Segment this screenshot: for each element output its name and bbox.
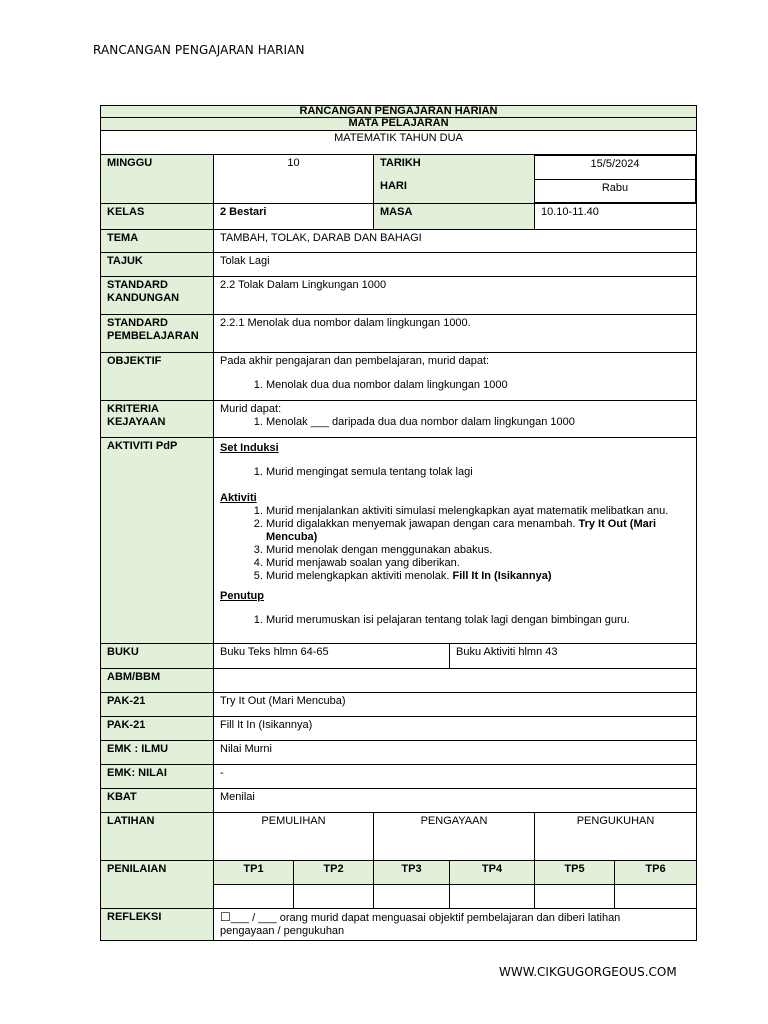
objektif-list <box>220 379 690 392</box>
standard-pembelajaran-label-2: PEMBELAJARAN <box>107 330 199 342</box>
buku-aktiviti: Buku Aktiviti hlmn 43 <box>450 644 697 669</box>
kbat-value: Menilai <box>214 789 697 813</box>
kelas-value: 2 Bestari <box>214 204 374 230</box>
aktiviti-content <box>214 438 697 644</box>
penilaian-tp2: TP2 <box>294 861 374 885</box>
aktiviti-item: 4. Murid menjawab soalan yang diberikan. <box>266 557 690 570</box>
objektif-intro: Pada akhir pengajaran dan pembelajaran, murid dapat: <box>220 355 490 367</box>
kriteria-label <box>101 401 214 438</box>
kriteria-label-2: KEJAYAAN <box>107 416 166 428</box>
kriteria-intro: Murid dapat: <box>220 403 282 415</box>
penilaian-tp4-cell <box>450 885 535 909</box>
tarikh-value: 15/5/2024 <box>535 156 696 180</box>
latihan-label: LATIHAN <box>101 813 214 861</box>
refleksi-label: REFLEKSI <box>101 909 214 941</box>
hari-value: Rabu <box>535 180 696 203</box>
abm-label: ABM/BBM <box>101 669 214 693</box>
standard-kandungan-label <box>101 277 214 315</box>
penilaian-tp6-cell <box>615 885 697 909</box>
tarikh-hari-values <box>535 155 697 204</box>
aktiviti-item: 1. Murid menjalankan aktiviti simulasi melengkapkan ayat matematik melibatkan anu. <box>266 505 690 518</box>
penilaian-tp5: TP5 <box>535 861 615 885</box>
pak21-b-value: Fill It In (Isikannya) <box>214 717 697 741</box>
standard-kandungan-value: 2.2 Tolak Dalam Lingkungan 1000 <box>214 277 697 315</box>
set-induksi-item: 1. Murid mengingat semula tentang tolak lagi <box>266 466 690 479</box>
penilaian-tp6: TP6 <box>615 861 697 885</box>
aktiviti-item: 5. Murid melengkapkan aktiviti menolak. Fill It In (Isikannya) <box>266 570 690 583</box>
kelas-label: KELAS <box>101 204 214 230</box>
tema-label: TEMA <box>101 230 214 253</box>
checkbox-icon: ☐ <box>220 910 231 924</box>
standard-kandungan-label-1: STANDARD <box>107 279 168 291</box>
objektif-content <box>214 353 697 401</box>
aktiviti-item: 3. Murid menolak dengan menggunakan abakus. <box>266 544 690 557</box>
tajuk-value: Tolak Lagi <box>214 253 697 277</box>
title-line-3: MATEMATIK TAHUN DUA <box>101 131 697 155</box>
penilaian-tp1: TP1 <box>214 861 294 885</box>
tema-value: TAMBAH, TOLAK, DARAB DAN BAHAGI <box>214 230 697 253</box>
penilaian-tp4: TP4 <box>450 861 535 885</box>
aktiviti-list <box>220 505 690 583</box>
refleksi-content <box>214 909 697 941</box>
latihan-pengayaan: PENGAYAAN <box>374 813 535 861</box>
tarikh-hari-labels <box>374 155 535 204</box>
refleksi-line-2: pengayaan / pengukuhan <box>220 925 345 937</box>
emk-ilmu-value: Nilai Murni <box>214 741 697 765</box>
set-induksi-list <box>220 466 690 479</box>
penilaian-label: PENILAIAN <box>101 861 214 909</box>
pak21-b-label: PAK-21 <box>101 717 214 741</box>
emk-nilai-value: - <box>214 765 697 789</box>
kriteria-label-1: KRITERIA <box>107 403 159 415</box>
pak21-a-value: Try It Out (Mari Mencuba) <box>214 693 697 717</box>
latihan-pemulihan: PEMULIHAN <box>214 813 374 861</box>
kriteria-content <box>214 401 697 438</box>
objektif-label: OBJEKTIF <box>101 353 214 401</box>
aktiviti-label: AKTIVITI PdP <box>101 438 214 644</box>
masa-value: 10.10-11.40 <box>535 204 697 230</box>
abm-value <box>214 669 697 693</box>
kriteria-list <box>220 416 690 429</box>
penilaian-tp1-cell <box>214 885 294 909</box>
emk-nilai-label: EMK: NILAI <box>101 765 214 789</box>
standard-pembelajaran-value: 2.2.1 Menolak dua nombor dalam lingkungan 1000. <box>214 315 697 353</box>
buku-label: BUKU <box>101 644 214 669</box>
kbat-label: KBAT <box>101 789 214 813</box>
tajuk-label: TAJUK <box>101 253 214 277</box>
minggu-value: 10 <box>214 155 374 204</box>
penilaian-tp3-cell <box>374 885 450 909</box>
standard-kandungan-label-2: KANDUNGAN <box>107 292 180 304</box>
objektif-item: 1. Menolak dua dua nombor dalam lingkungan 1000 <box>266 379 690 392</box>
penilaian-tp2-cell <box>294 885 374 909</box>
latihan-pengukuhan: PENGUKUHAN <box>535 813 697 861</box>
page-footer: WWW.CIKGUGORGEOUS.COM <box>499 965 677 979</box>
title-line-1: RANCANGAN PENGAJARAN HARIAN <box>101 106 697 118</box>
page-header: RANCANGAN PENGAJARAN HARIAN <box>93 43 305 57</box>
penutup-heading: Penutup <box>220 590 264 602</box>
tarikh-label: TARIKH <box>380 157 421 169</box>
aktiviti-heading: Aktiviti <box>220 492 257 504</box>
standard-pembelajaran-label <box>101 315 214 353</box>
penilaian-tp3: TP3 <box>374 861 450 885</box>
buku-teks: Buku Teks hlmn 64-65 <box>214 644 450 669</box>
masa-label: MASA <box>374 204 535 230</box>
lesson-plan-table <box>100 105 697 941</box>
penilaian-tp5-cell <box>535 885 615 909</box>
aktiviti-item: 2. Murid digalakkan menyemak jawapan dengan cara menambah. Try It Out (Mari Mencuba) <box>266 518 690 544</box>
pak21-a-label: PAK-21 <box>101 693 214 717</box>
minggu-label: MINGGU <box>101 155 214 204</box>
emk-ilmu-label: EMK : ILMU <box>101 741 214 765</box>
kriteria-item: 1. Menolak ___ daripada dua dua nombor dalam lingkungan 1000 <box>266 416 690 429</box>
hari-label: HARI <box>380 180 407 192</box>
penutup-list <box>220 614 690 627</box>
set-induksi-heading: Set Induksi <box>220 442 279 454</box>
title-line-2: MATA PELAJARAN <box>101 118 697 131</box>
refleksi-line-1: ___ / ___ orang murid dapat menguasai objektif pembelajaran dan diberi latihan <box>230 912 621 924</box>
standard-pembelajaran-label-1: STANDARD <box>107 317 168 329</box>
penutup-item: 1. Murid merumuskan isi pelajaran tentang tolak lagi dengan bimbingan guru. <box>266 614 690 627</box>
